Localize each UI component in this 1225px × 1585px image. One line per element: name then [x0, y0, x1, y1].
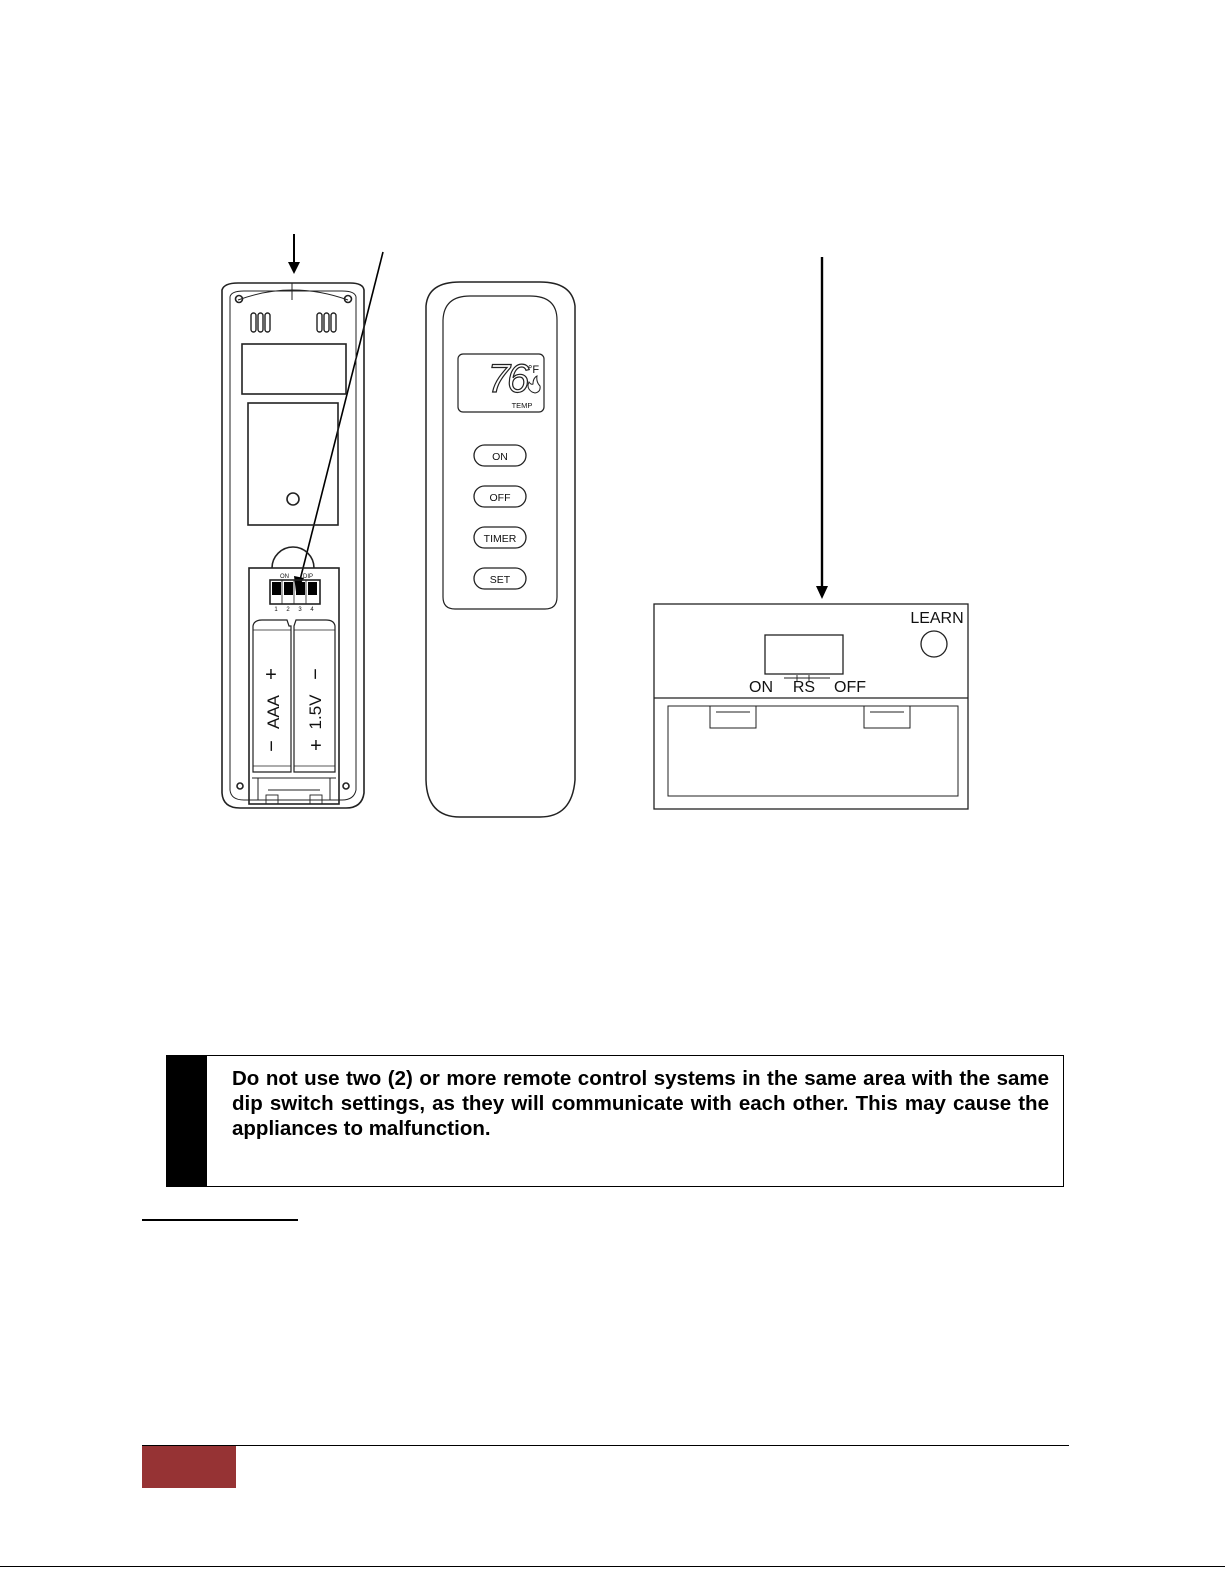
dip-label-dip: DIP: [303, 574, 314, 580]
battery-voltage-label: 1.5V: [306, 694, 325, 730]
warning-box: [166, 1055, 1064, 1187]
dip-number-4: 4: [310, 607, 314, 613]
battery-minus-left: −: [261, 740, 283, 752]
footer-page-tab: [142, 1446, 236, 1488]
warning-bar: [167, 1056, 207, 1186]
warning-text: Do not use two (2) or more remote control systems in the same area with the same dip switch settings, as they will communicate with each other. This may cause the appliances to malfunction.: [232, 1067, 1049, 1140]
button-off[interactable]: OFF: [489, 492, 511, 504]
switch-rs-label: RS: [792, 679, 816, 696]
button-timer[interactable]: TIMER: [483, 533, 517, 545]
receiver-labels: [749, 610, 964, 696]
temp-label: TEMP: [511, 401, 533, 410]
battery-plus-right: +: [310, 735, 322, 757]
switch-off-label: OFF: [834, 679, 866, 696]
button-on[interactable]: ON: [492, 451, 508, 463]
dip-number-3: 3: [298, 607, 302, 613]
section-heading-underline: [142, 1219, 298, 1221]
battery-type-label: AAA: [264, 694, 283, 730]
switch-on-label: ON: [749, 679, 773, 696]
arrow-dip: [299, 252, 383, 584]
lcd-readout: [488, 357, 530, 401]
battery-minus-right: −: [305, 668, 327, 680]
receiver-module: [654, 257, 968, 809]
temp-value: 76: [487, 357, 527, 401]
remote-buttons: [484, 451, 517, 586]
slide-switch: [765, 635, 843, 674]
dip-number-2: 2: [286, 607, 290, 613]
dip-label-on: ON: [280, 574, 289, 580]
footer-rule: [142, 1445, 1069, 1446]
remote-back-view: [222, 234, 383, 808]
battery-plus-left: +: [265, 664, 277, 686]
flame-icon: [528, 376, 540, 393]
dip-number-1: 1: [274, 607, 278, 613]
button-set[interactable]: SET: [489, 574, 511, 586]
page-bottom-edge: [0, 1566, 1225, 1567]
learn-label: LEARN: [910, 610, 964, 627]
learn-button: [921, 631, 947, 657]
temp-unit: °F: [528, 364, 540, 376]
